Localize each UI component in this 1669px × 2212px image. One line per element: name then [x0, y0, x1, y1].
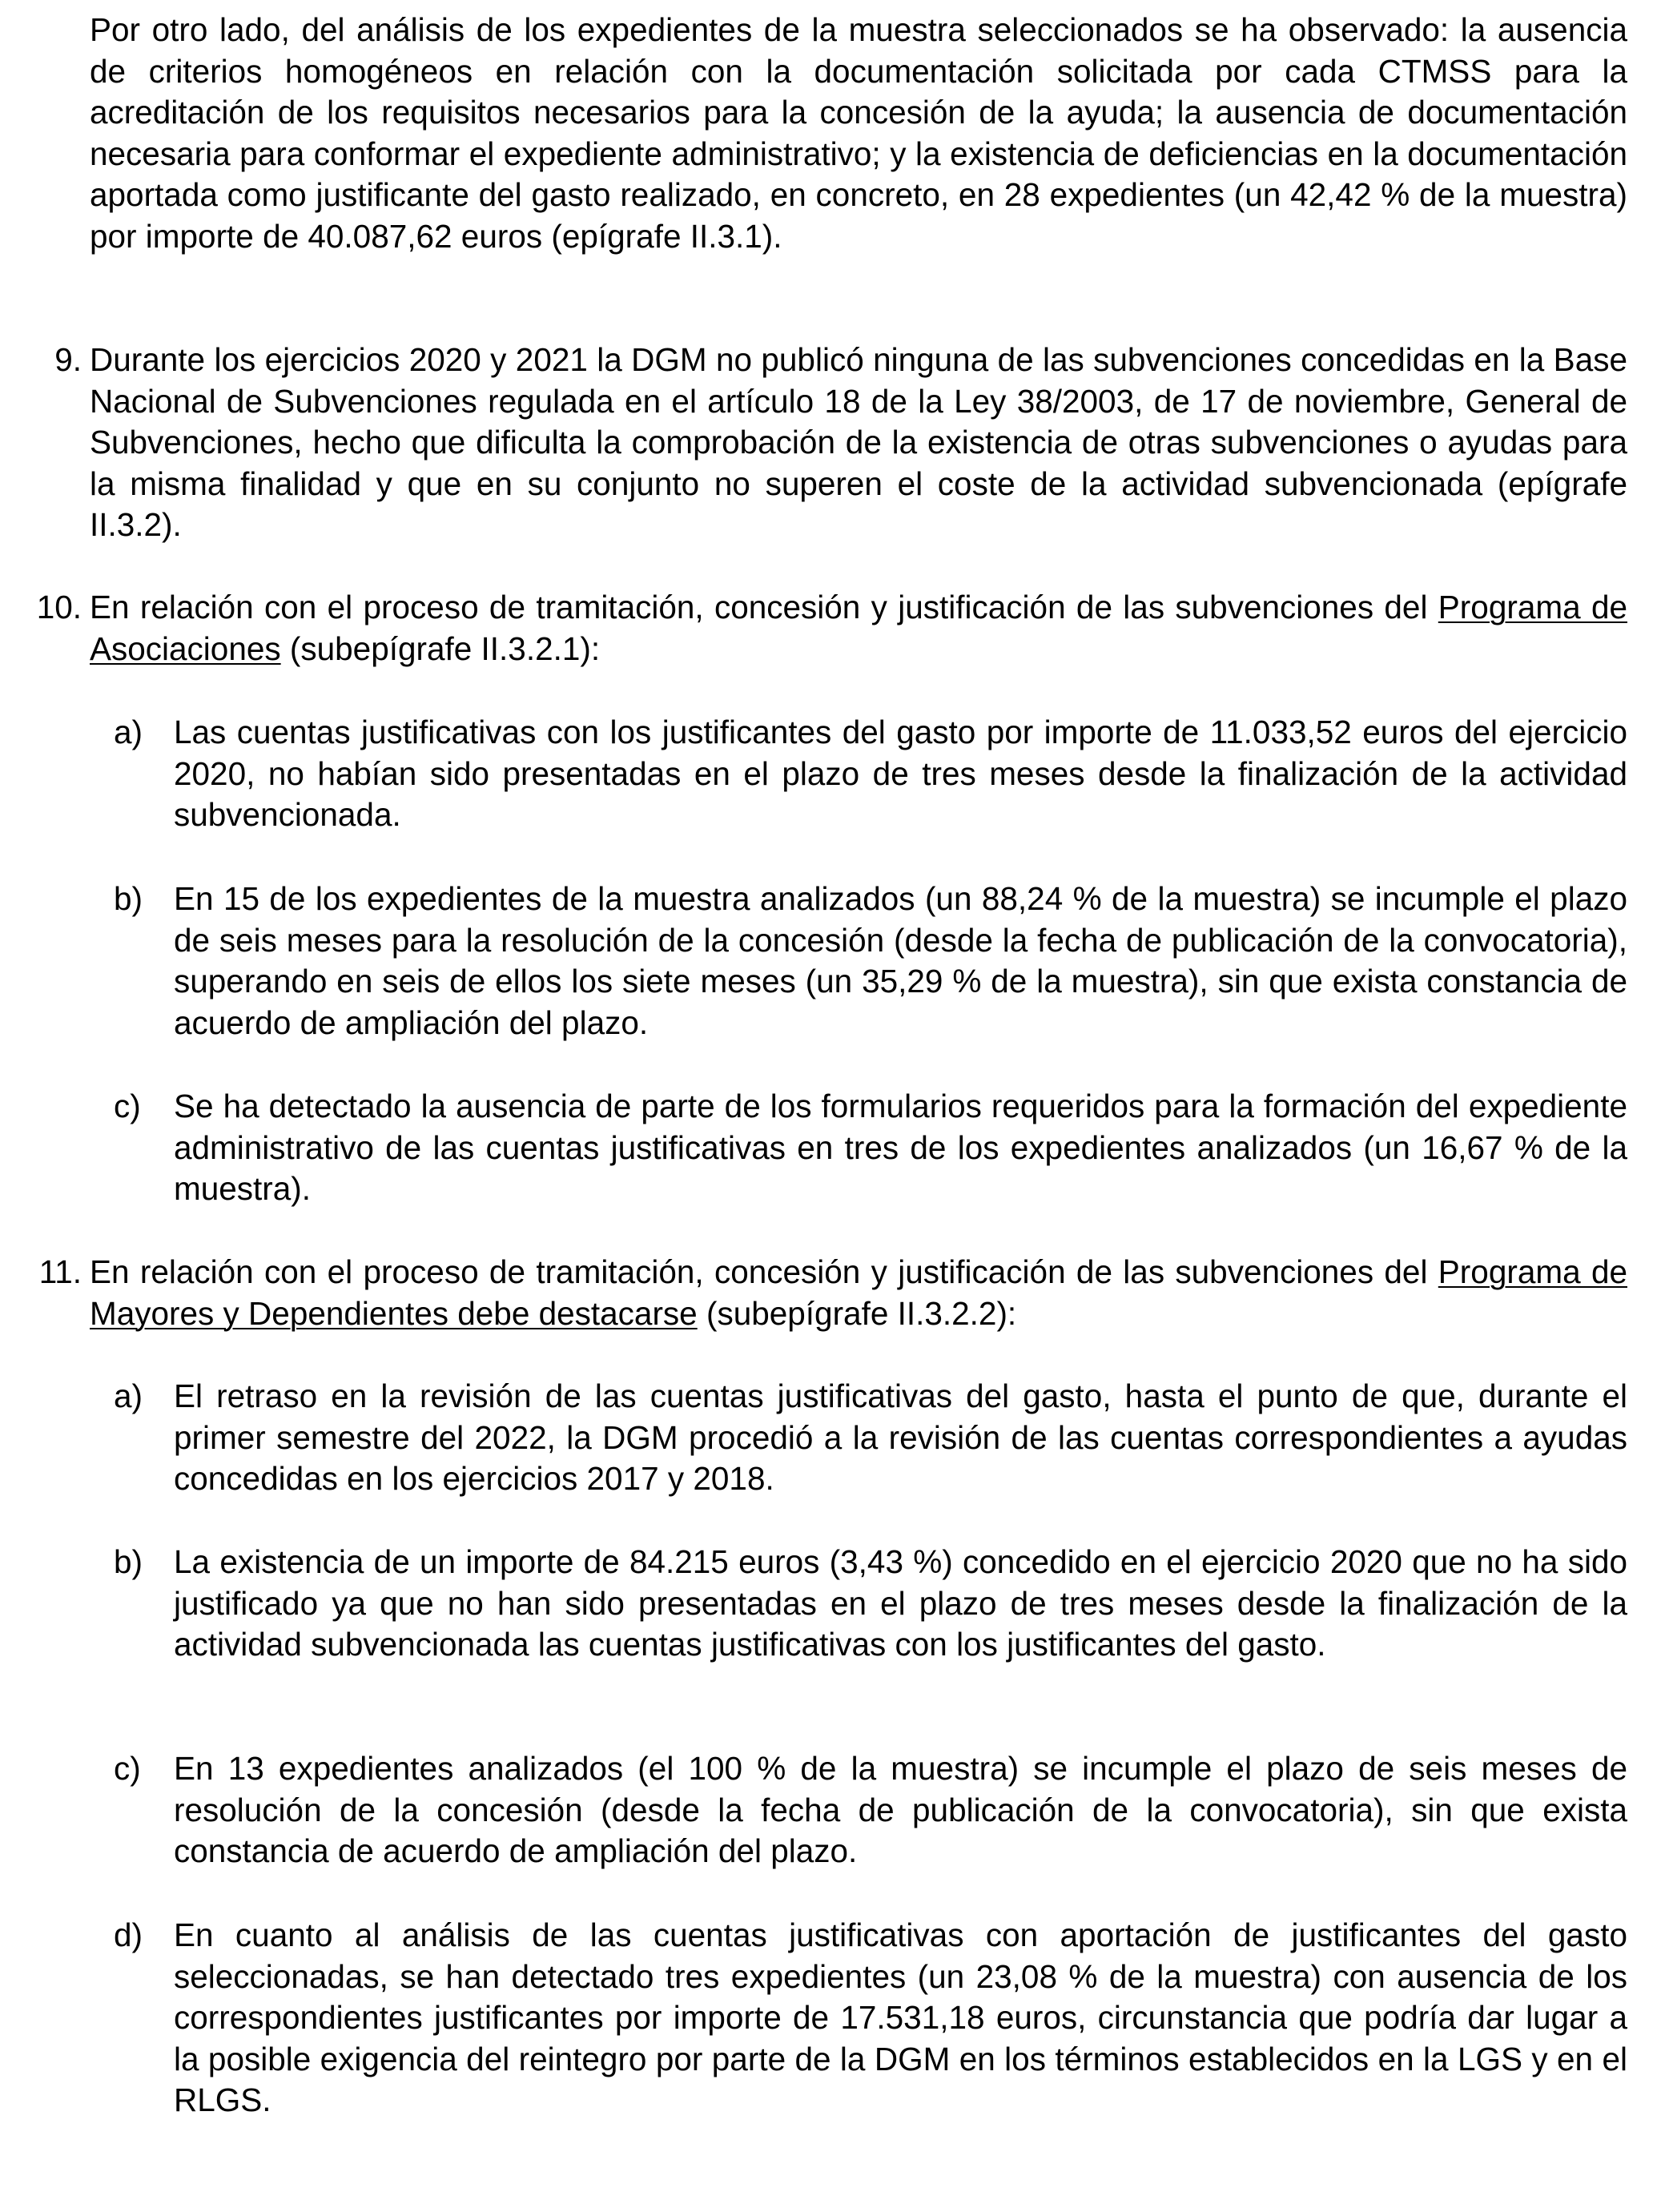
- subitem-text: En 13 expedientes analizados (el 100 % de la muestra) se incumple el plazo de seis meses de resolución de la concesión (desde la fecha de publicación de la convocatoria), sin que exista constancia de acuerdo de ampliación del plazo.: [174, 1750, 1627, 1869]
- subitem-letter: b): [114, 1543, 143, 1580]
- subitem-text: En 15 de los expedientes de la muestra analizados (un 88,24 % de la muestra) se incumple el plazo de seis meses para la resolución de la concesión (desde la fecha de publicación de la convocatoria), superando en seis de ellos los siete meses (un 35,29 % de la muestra), sin que exista constancia de acuerdo de ampliación del plazo.: [174, 880, 1627, 1041]
- list-item-10: [36, 587, 1627, 670]
- subitem-text: La existencia de un importe de 84.215 euros (3,43 %) concedido en el ejercicio 2020 que no ha sido justificado ya que no han sido presentadas en el plazo de tres meses desde la finalización de la actividad subvencionada las cuentas justificativas con los justificantes del gasto.: [174, 1543, 1627, 1663]
- subitem-letter: c): [114, 1750, 141, 1787]
- subitem-text: El retraso en la revisión de las cuentas justificativas del gasto, hasta el punto de que, durante el primer semestre del 2022, la DGM procedió a la revisión de las cuentas correspondientes a ayudas concedidas en los ejercicios 2017 y 2018.: [174, 1377, 1627, 1497]
- item-number: 11.: [38, 1253, 82, 1290]
- item-number: 9.: [54, 341, 82, 378]
- subitem-letter: a): [114, 714, 143, 750]
- subitem-text: Las cuentas justificativas con los justificantes del gasto por importe de 11.033,52 euros del ejercicio 2020, no habían sido presentadas en el plazo de tres meses desde la finalización de la actividad subvencionada.: [174, 714, 1627, 833]
- subitem-letter: d): [114, 1916, 143, 1953]
- subitem-10a: [114, 712, 1627, 836]
- intro-paragraph: Por otro lado, del análisis de los expedientes de la muestra seleccionados se ha observado: la ausencia de criterios homogéneos en relación con la documentación solicitada por cada CTMSS para la acreditación de los requisitos necesarios para la concesión de la ayuda; la ausencia de documentación necesaria para conformar el expediente administrativo; y la existencia de deficiencias en la documentación aportada como justificante del gasto realizado, en concreto, en 28 expedientes (un 42,42 % de la muestra) por importe de 40.087,62 euros (epígrafe II.3.1).: [90, 11, 1627, 255]
- subitem-11d: [114, 1915, 1627, 2122]
- program-name-underlined: Programa de Mayores y Dependientes debe destacarse: [90, 1253, 1627, 1332]
- subitem-letter: a): [114, 1377, 143, 1414]
- subitem-10c: [114, 1086, 1627, 1210]
- item-text: Durante los ejercicios 2020 y 2021 la DGM no publicó ninguna de las subvenciones concedidas en la Base Nacional de Subvenciones regulada en el artículo 18 de la Ley 38/2003, de 17 de noviembre, General de Subvenciones, hecho que dificulta la comprobación de la existencia de otras subvenciones o ayudas para la misma finalidad y que en su conjunto no superen el coste de la actividad subvencionada (epígrafe II.3.2).: [90, 341, 1627, 543]
- list-item-9: [54, 340, 1627, 546]
- subitem-11b: [114, 1542, 1627, 1666]
- item-number: 10.: [36, 589, 82, 625]
- list-item-11: [38, 1252, 1627, 1334]
- subitem-text: En cuanto al análisis de las cuentas justificativas con aportación de justificantes del gasto seleccionadas, se han detectado tres expedientes (un 23,08 % de la muestra) con ausencia de los correspondientes justificantes por importe de 17.531,18 euros, circunstancia que podría dar lugar a la posible exigencia del reintegro por parte de la DGM en los términos establecidos en la LGS y en el RLGS.: [174, 1916, 1627, 2118]
- subitem-11a: [114, 1376, 1627, 1500]
- item-text: En relación con el proceso de tramitación, concesión y justificación de las subvenciones del Programa de Asociaciones (subepígrafe II.3.2.1):: [90, 589, 1627, 667]
- subitem-11c: [114, 1748, 1627, 1872]
- subitem-letter: c): [114, 1088, 141, 1124]
- program-name-underlined: Programa de Asociaciones: [90, 589, 1627, 667]
- subitem-text: Se ha detectado la ausencia de parte de los formularios requeridos para la formación del expediente administrativo de las cuentas justificativas en tres de los expedientes analizados (un 16,67 % de la muestra).: [174, 1088, 1627, 1207]
- subitem-10b: [114, 879, 1627, 1044]
- subitem-letter: b): [114, 880, 143, 917]
- item-text: En relación con el proceso de tramitación, concesión y justificación de las subvenciones del Programa de Mayores y Dependientes debe destacarse (subepígrafe II.3.2.2):: [90, 1253, 1627, 1332]
